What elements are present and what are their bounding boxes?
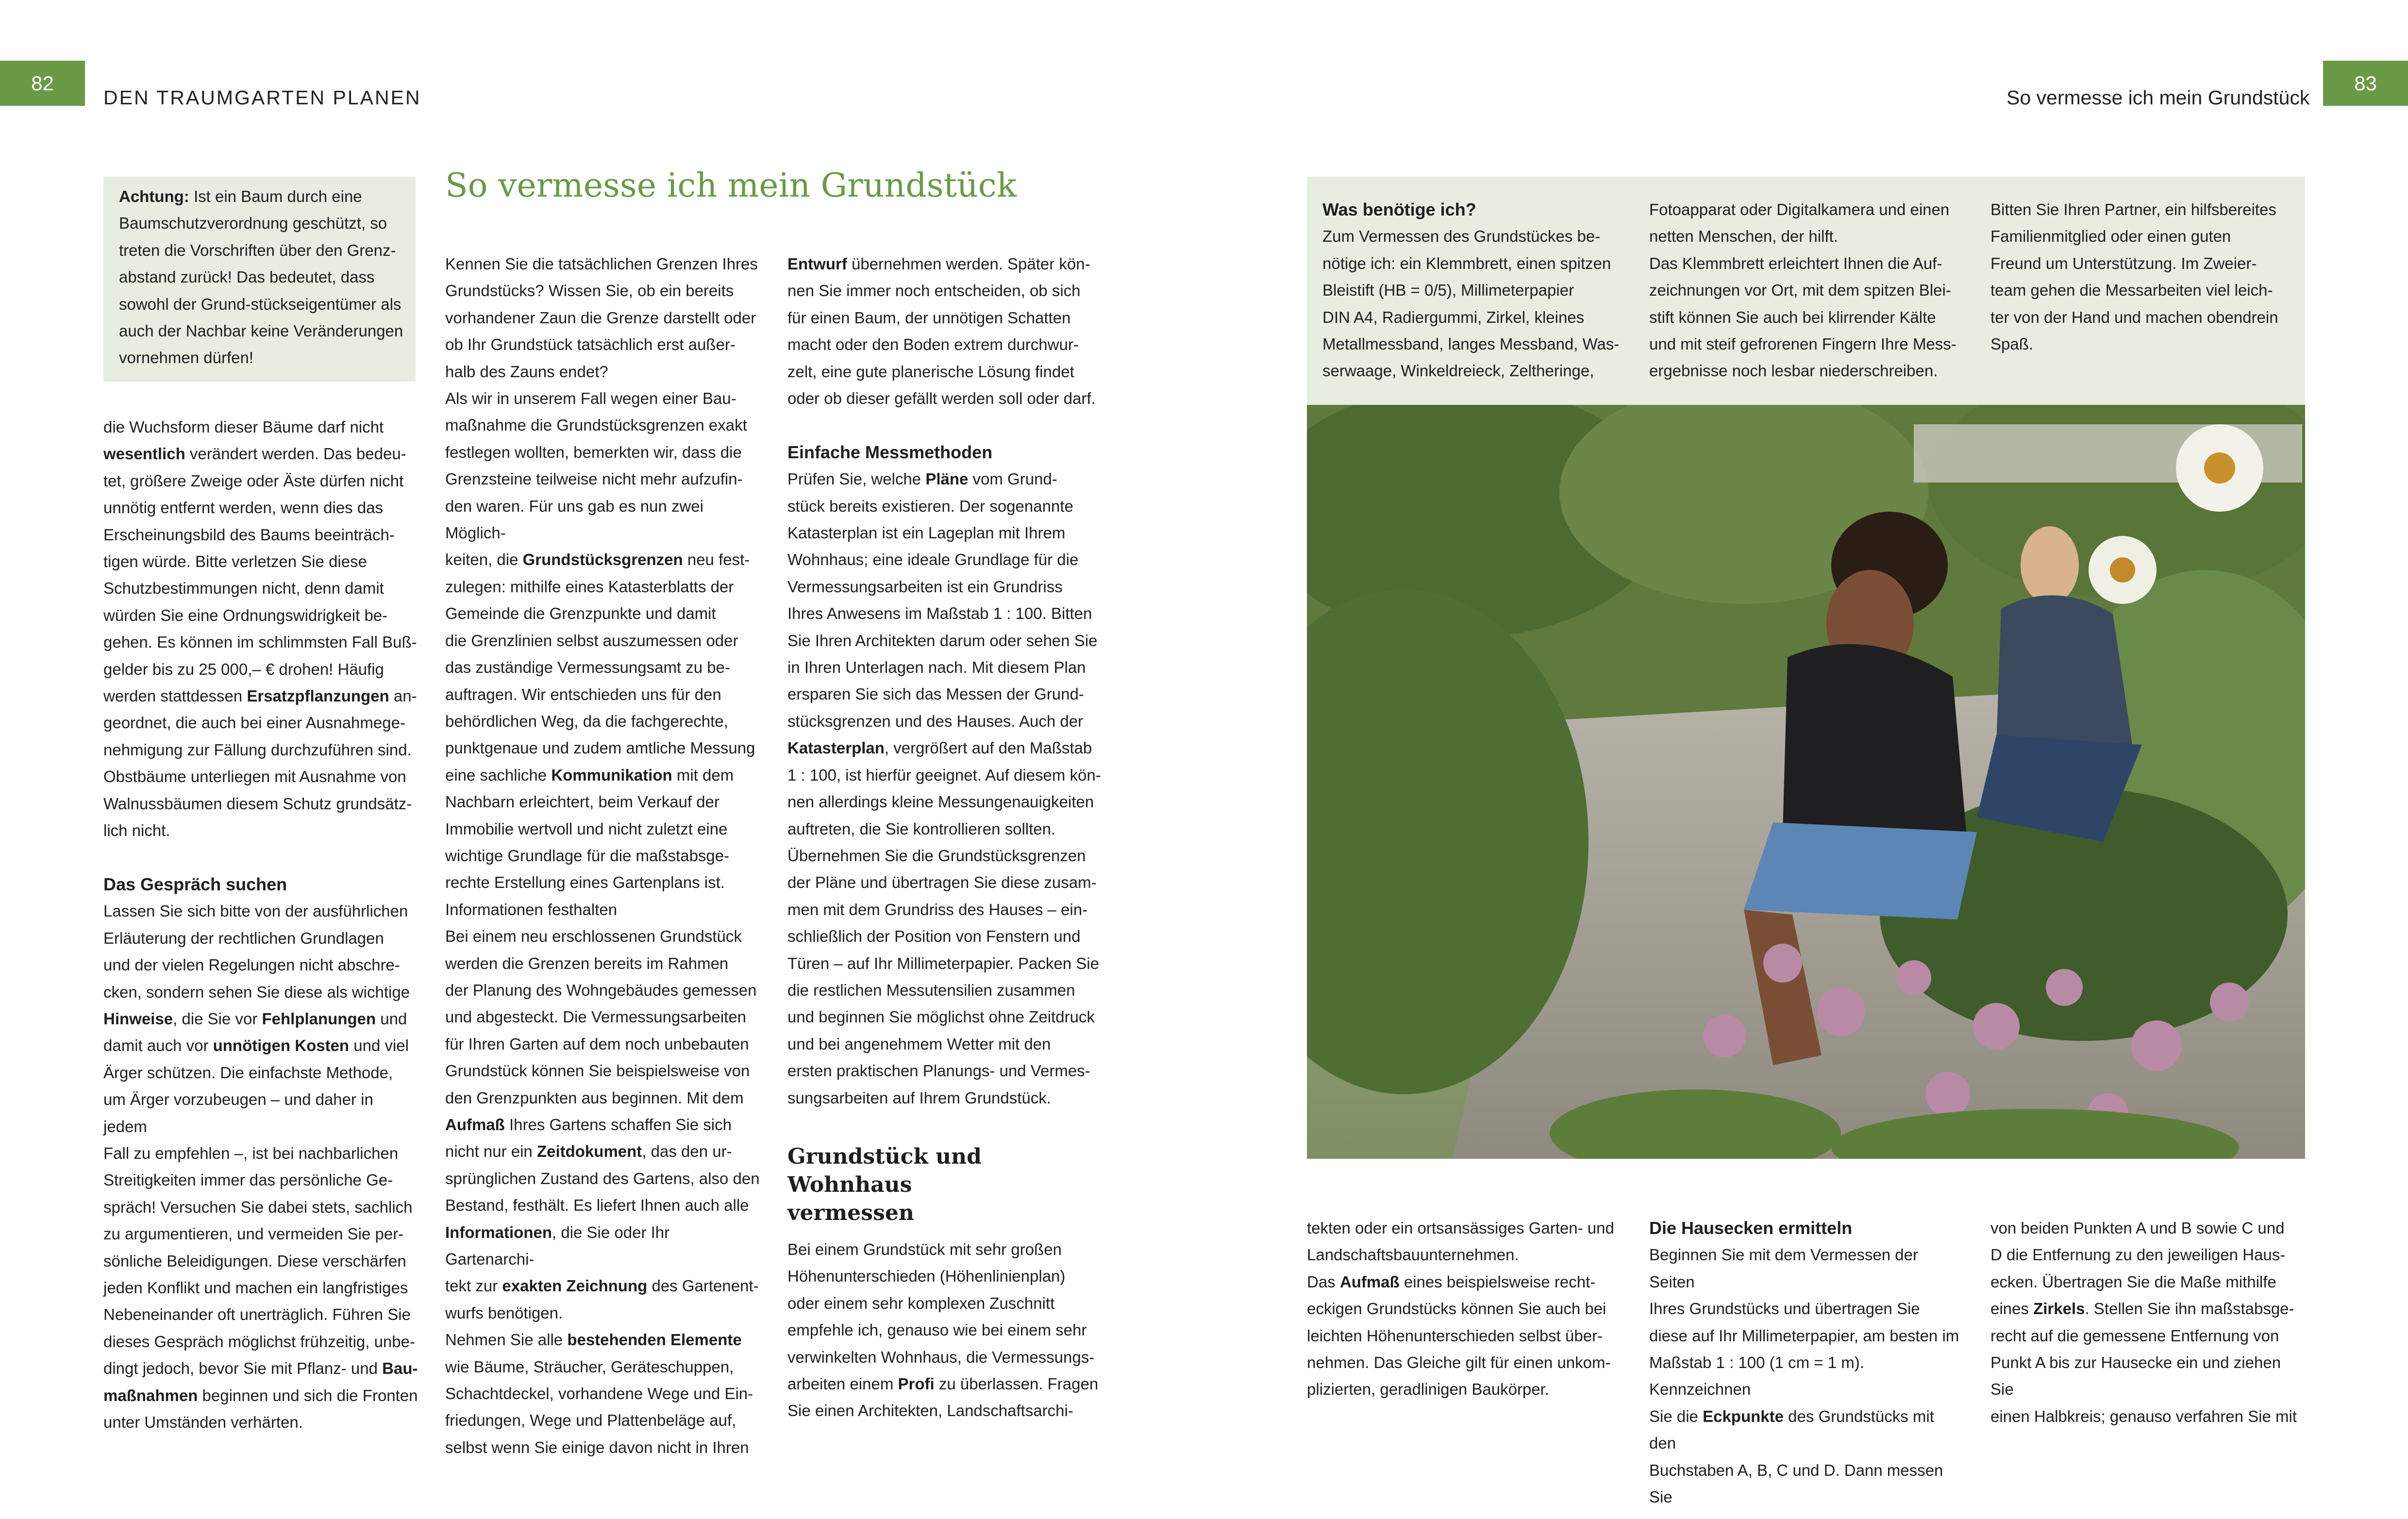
text-line: macht oder den Boden extrem durchwur- bbox=[787, 335, 1079, 354]
page-title: So vermesse ich mein Grundstück bbox=[445, 167, 1017, 205]
text-line: Streitigkeiten immer das persönliche Ge- bbox=[103, 1171, 393, 1189]
text-line: maßnahmen beginnen und sich die Fronten bbox=[103, 1386, 418, 1404]
text-line: Das Klemmbrett erleichtert Ihnen die Auf- bbox=[1649, 254, 1942, 272]
warning-line: treten die Vorschriften über den Grenz- bbox=[119, 241, 396, 259]
text-line: arbeiten einem Profi zu überlassen. Fragen bbox=[787, 1375, 1099, 1393]
text-line: Fall zu empfehlen –, ist bei nachbarlichen bbox=[103, 1144, 399, 1162]
text-line: Schutzbestimmungen nicht, denn damit bbox=[103, 579, 384, 598]
text-line: schließlich der Position von Fenstern und bbox=[787, 927, 1081, 946]
text-line: selbst wenn Sie einige davon nicht in Ihren bbox=[445, 1438, 749, 1456]
text-line: ecken. Übertragen Sie die Maße mithilfe bbox=[1990, 1272, 2276, 1291]
text-line: ter von der Hand und machen obendrein bbox=[1990, 308, 2278, 326]
text-line: Bestand, festhält. Es liefert Ihnen auch alle bbox=[445, 1196, 749, 1215]
text-line: Katasterplan ist ein Lageplan mit Ihrem bbox=[787, 524, 1066, 542]
warning-line: abstand zurück! Das bedeutet, dass bbox=[119, 268, 375, 286]
section-heading: Die Hausecken ermitteln bbox=[1649, 1218, 1853, 1238]
text-line: rechte Erstellung eines Gartenplans ist. bbox=[445, 873, 725, 892]
text-line: Übernehmen Sie die Grundstücksgrenzen bbox=[787, 846, 1086, 865]
text-line: ob Ihr Grundstück tatsächlich erst außer- bbox=[445, 335, 736, 354]
section-heading-serif: Grundstück und Wohnhaus bbox=[787, 1144, 982, 1197]
text-line: plizierten, geradlinigen Baukörper. bbox=[1307, 1380, 1549, 1399]
text-line: Sie einen Architekten, Landschaftsarchi- bbox=[787, 1402, 1073, 1420]
text-line: Höhenunterschieden (Höhenlinienplan) bbox=[787, 1267, 1066, 1285]
warning-line: sowohl der Grund-stückseigentümer als bbox=[119, 295, 401, 313]
column-6 bbox=[1990, 1215, 2306, 1430]
text-line: Bei einem neu erschlossenen Grundstück bbox=[445, 927, 742, 946]
text-line: und abgesteckt. Die Vermessungsarbeiten bbox=[445, 1008, 747, 1026]
text-line: festlegen wollten, bemerkten wir, dass die bbox=[445, 443, 742, 461]
text-line: der Pläne und übertragen Sie diese zusam- bbox=[787, 873, 1097, 892]
text-line: Kennen Sie die tatsächlichen Grenzen Ihres bbox=[445, 255, 758, 273]
text-line: Wohnhaus; eine ideale Grundlage für die bbox=[787, 551, 1079, 569]
text-line: Freund um Unterstützung. Im Zweier- bbox=[1990, 254, 2257, 272]
text-line: spräch! Versuchen Sie dabei stets, sachlich bbox=[103, 1198, 413, 1216]
text-line: nehmen. Das Gleiche gilt für einen unkom- bbox=[1307, 1353, 1611, 1372]
text-line: serwaage, Winkeldreieck, Zeltheringe, bbox=[1322, 362, 1594, 380]
text-line: geordnet, die auch bei einer Ausnahmege- bbox=[103, 714, 405, 732]
garden-photo-icon bbox=[1307, 405, 2305, 1159]
text-line: punktgenaue und zudem amtliche Messung bbox=[445, 739, 755, 757]
warning-line: Baumschutzverordnung geschützt, so bbox=[119, 214, 387, 233]
text-line: Bitten Sie Ihren Partner, ein hilfsbereites bbox=[1990, 200, 2276, 218]
text-line: in Ihren Unterlagen nach. Mit diesem Plan bbox=[787, 658, 1086, 677]
text-line: um Ärger vorzubeugen – und daher in jedem bbox=[103, 1090, 373, 1135]
text-line: gehen. Es können im schlimmsten Fall Buß- bbox=[103, 633, 417, 651]
text-line: Türen – auf Ihr Millimeterpapier. Packen Sie bbox=[787, 954, 1099, 972]
text-line: nen Sie immer noch entscheiden, ob sich bbox=[787, 282, 1081, 300]
text-line: gelder bis zu 25 000,– € drohen! Häufig bbox=[103, 660, 384, 678]
text-line: ergebnisse noch lesbar niederschreiben. bbox=[1649, 362, 1938, 380]
text-line: auftreten, die Sie kontrollieren sollten. bbox=[787, 819, 1056, 838]
text-line: DIN A4, Radiergummi, Zirkel, kleines bbox=[1322, 308, 1585, 326]
text-line: Familienmitglied oder einen guten bbox=[1990, 227, 2231, 246]
text-line: men mit dem Grundriss des Hauses – ein- bbox=[787, 900, 1088, 918]
text-line: unter Umständen verhärten. bbox=[103, 1413, 303, 1432]
text-line: Bei einem Grundstück mit sehr großen bbox=[787, 1240, 1062, 1258]
text-line: Zum Vermessen des Grundstückes be- bbox=[1322, 227, 1601, 246]
text-line: den waren. Für uns gab es nun zwei Möglich- bbox=[445, 497, 703, 542]
text-line: Nachbarn erleichtert, beim Verkauf der bbox=[445, 793, 719, 811]
text-line: nen allerdings kleine Messungenauigkeiten bbox=[787, 793, 1094, 811]
column-2 bbox=[445, 250, 761, 1461]
text-line: Punkt A bis zur Hausecke ein und ziehen Sie bbox=[1990, 1353, 2281, 1399]
text-line: sungsarbeiten auf Ihrem Grundstück. bbox=[787, 1088, 1051, 1107]
text-line: Metallmessband, langes Messband, Was- bbox=[1322, 335, 1620, 353]
info-box-column-2 bbox=[1649, 196, 1965, 384]
text-line: unnötig entfernt werden, wenn dies das bbox=[103, 499, 384, 517]
text-line: und bei angenehmem Wetter mit den bbox=[787, 1035, 1051, 1053]
text-line: oder einem sehr komplexen Zuschnitt bbox=[787, 1294, 1055, 1312]
text-line: wesentlich verändert werden. Das bedeu- bbox=[103, 445, 406, 463]
text-line: vorhandener Zaun die Grenze darstellt oder bbox=[445, 308, 756, 327]
text-line: stücksgrenzen und des Hauses. Auch der bbox=[787, 712, 1084, 730]
text-line: halb des Zauns endet? bbox=[445, 362, 608, 381]
text-line: Bleistift (HB = 0/5), Millimeterpapier bbox=[1322, 281, 1574, 300]
text-line: Grundstück können Sie beispielsweise von bbox=[445, 1062, 750, 1080]
warning-label: Achtung: bbox=[119, 187, 189, 205]
text-line: Nebeneinander oft unerträglich. Führen Sie bbox=[103, 1305, 411, 1324]
text-line: team gehen die Messarbeiten viel leich- bbox=[1990, 281, 2273, 300]
text-line: cken, sondern sehen Sie diese als wichtige bbox=[103, 983, 410, 1001]
text-line: Katasterplan, vergrößert auf den Maßstab bbox=[787, 739, 1092, 757]
text-line: Ihres Anwesens im Maßstab 1 : 100. Bitten bbox=[787, 604, 1092, 623]
info-box-heading: Was benötige ich? bbox=[1322, 200, 1476, 219]
text-line: behördlichen Weg, da die fachgerechte, bbox=[445, 712, 728, 730]
text-line: Informationen festhalten bbox=[445, 900, 618, 918]
section-heading-serif: vermessen bbox=[787, 1200, 914, 1225]
text-line: Gemeinde die Grenzpunkte und damit bbox=[445, 604, 716, 623]
text-line: jeden Konflikt und machen ein langfristiges bbox=[103, 1278, 408, 1297]
text-line: oder ob dieser gefällt werden soll oder darf. bbox=[787, 389, 1096, 408]
info-box-column-3 bbox=[1990, 196, 2301, 357]
left-running-head: DEN TRAUMGARTEN PLANEN bbox=[103, 86, 421, 109]
text-line: Obstbäume unterliegen mit Ausnahme von bbox=[103, 768, 406, 786]
text-line: Lassen Sie sich bitte von der ausführlichen bbox=[103, 902, 408, 920]
text-line: dieses Gespräch möglichst frühzeitig, unbe- bbox=[103, 1332, 415, 1351]
text-line: für Ihren Garten auf dem noch unbebauten bbox=[445, 1035, 749, 1053]
text-line: von beiden Punkten A und B sowie C und bbox=[1990, 1219, 2285, 1237]
info-box-column-1 bbox=[1322, 196, 1638, 384]
text-line: netten Menschen, der hilft. bbox=[1649, 227, 1838, 246]
text-line: Erscheinungsbild des Baums beeinträch- bbox=[103, 525, 395, 544]
text-line: verwinkelten Wohnhaus, die Vermessungs- bbox=[787, 1348, 1095, 1366]
text-line: dingt jedoch, bevor Sie mit Pflanz- und Bau- bbox=[103, 1359, 418, 1378]
warning-line: auch der Nachbar keine Veränderungen bbox=[119, 322, 403, 340]
text-line: Nehmen Sie alle bestehenden Elemente bbox=[445, 1331, 742, 1349]
text-line: tet, größere Zweige oder Äste dürfen nicht bbox=[103, 471, 404, 490]
text-line: ersten praktischen Planungs- und Vermes- bbox=[787, 1062, 1090, 1080]
column-1 bbox=[103, 414, 419, 1436]
text-line: sönliche Beleidigungen. Diese verschärfen bbox=[103, 1252, 406, 1270]
text-line: 1 : 100, ist hierfür geeignet. Auf diesem kön- bbox=[787, 766, 1101, 784]
text-line: tigen würde. Bitte verletzen Sie diese bbox=[103, 552, 367, 571]
text-line: ersparen Sie sich das Messen der Grund- bbox=[787, 685, 1084, 703]
text-line: leichten Höhenunterschieden selbst über- bbox=[1307, 1326, 1603, 1345]
text-line: und mit steif gefrorenen Fingern Ihre Mess- bbox=[1649, 335, 1956, 353]
text-line: die restlichen Messutensilien zusammen bbox=[787, 981, 1075, 999]
text-line: Fotoapparat oder Digitalkamera und einen bbox=[1649, 200, 1950, 218]
text-line: werden die Grenzen bereits im Rahmen bbox=[445, 954, 729, 972]
text-line: Aufmaß Ihres Gartens schaffen Sie sich bbox=[445, 1116, 732, 1134]
text-line: und beginnen Sie möglichst ohne Zeitdruck bbox=[787, 1008, 1095, 1026]
text-line: Vermessungsarbeiten ist ein Grundriss bbox=[787, 577, 1063, 596]
text-line: maßnahme die Grundstücksgrenzen exakt bbox=[445, 416, 747, 434]
text-line: friedungen, Wege und Plattenbeläge auf, bbox=[445, 1411, 736, 1430]
text-line: Hinweise, die Sie vor Fehlplanungen und bbox=[103, 1009, 407, 1028]
text-line: stück bereits existieren. Der sogenannte bbox=[787, 497, 1073, 515]
text-line: zu argumentieren, und vermeiden Sie per- bbox=[103, 1225, 404, 1243]
text-line: Ärger schützen. Die einfachste Methode, bbox=[103, 1063, 393, 1082]
text-line: Buchstaben A, B, C und D. Dann messen Sie bbox=[1649, 1461, 1943, 1506]
text-line: keiten, die Grundstücksgrenzen neu fest- bbox=[445, 551, 750, 569]
text-line: Landschaftsbauunternehmen. bbox=[1307, 1246, 1519, 1264]
text-line: Beginnen Sie mit dem Vermessen der Seiten bbox=[1649, 1246, 1918, 1291]
text-line: Schachtdeckel, vorhandene Wege und Ein- bbox=[445, 1385, 753, 1403]
text-line: Als wir in unserem Fall wegen einer Bau- bbox=[445, 389, 736, 408]
text-line: Erläuterung der rechtlichen Grundlagen bbox=[103, 929, 384, 947]
text-line: diese auf Ihr Millimeterpapier, am besten im bbox=[1649, 1326, 1959, 1345]
text-line: Ihres Grundstücks und übertragen Sie bbox=[1649, 1300, 1920, 1318]
text-line: nötige ich: ein Klemmbrett, einen spitzen bbox=[1322, 254, 1611, 272]
column-3 bbox=[787, 250, 1103, 1424]
text-line: wie Bäume, Sträucher, Geräteschuppen, bbox=[445, 1357, 734, 1376]
left-page-number: 82 bbox=[0, 61, 85, 106]
text-line: Prüfen Sie, welche Pläne vom Grund- bbox=[787, 470, 1057, 488]
warning-box-text bbox=[119, 183, 410, 371]
text-line: würden Sie eine Ordnungswidrigkeit be- bbox=[103, 606, 388, 624]
text-line: eckigen Grundstücks können Sie auch bei bbox=[1307, 1300, 1606, 1318]
text-line: Spaß. bbox=[1990, 335, 2034, 353]
text-line: werden stattdessen Ersatzpflanzungen an- bbox=[103, 687, 417, 705]
right-running-head: So vermesse ich mein Grundstück bbox=[2007, 86, 2310, 109]
text-line: wichtige Grundlage für die maßstabsge- bbox=[445, 846, 730, 865]
column-4 bbox=[1307, 1215, 1622, 1403]
text-line: Sie Ihren Architekten darum oder sehen Sie bbox=[787, 631, 1098, 650]
text-line: Grundstücks? Wissen Sie, ob ein bereits bbox=[445, 282, 734, 300]
right-page-number: 83 bbox=[2323, 61, 2408, 106]
section-heading: Einfache Messmethoden bbox=[787, 442, 993, 462]
text-line: Immobilie wertvoll und nicht zuletzt eine bbox=[445, 819, 728, 838]
text-line: zeichnungen vor Ort, mit dem spitzen Blei- bbox=[1649, 281, 1951, 300]
text-line: zelt, eine gute planerische Lösung findet bbox=[787, 362, 1074, 381]
warning-line: vornehmen dürfen! bbox=[119, 349, 254, 367]
warning-line: Ist ein Baum durch eine bbox=[189, 187, 362, 205]
text-line: Grenzsteine teilweise nicht mehr aufzufin- bbox=[445, 470, 743, 488]
text-line: recht auf die gemessene Entfernung von bbox=[1990, 1326, 2279, 1345]
text-line: empfehle ich, genauso wie bei einem sehr bbox=[787, 1321, 1087, 1339]
text-line: eines Zirkels. Stellen Sie ihn maßstabsge- bbox=[1990, 1300, 2294, 1318]
text-line: Informationen, die Sie oder Ihr Gartenarchi- bbox=[445, 1223, 670, 1269]
text-line: nehmigung zur Fällung durchzuführen sind. bbox=[103, 740, 412, 759]
text-line: der Planung des Wohngebäudes gemessen bbox=[445, 981, 757, 999]
text-line: damit auch vor unnötigen Kosten und viel bbox=[103, 1036, 409, 1055]
text-line: tekten oder ein ortsansässiges Garten- und bbox=[1307, 1219, 1614, 1237]
text-line: einen Halbkreis; genauso verfahren Sie mit bbox=[1990, 1407, 2297, 1425]
text-line: Sie die Eckpunkte des Grundstücks mit den bbox=[1649, 1407, 1934, 1452]
text-line: stift können Sie auch bei klirrender Kälte bbox=[1649, 308, 1936, 326]
column-5 bbox=[1649, 1215, 1965, 1510]
text-line: Entwurf übernehmen werden. Später kön- bbox=[787, 255, 1090, 273]
text-line: sprünglichen Zustand des Gartens, also den bbox=[445, 1169, 760, 1187]
text-line: das zuständige Vermessungsamt zu be- bbox=[445, 658, 730, 677]
text-line: tekt zur exakten Zeichnung des Gartenent- bbox=[445, 1277, 759, 1295]
text-line: die Grenzlinien selbst auszumessen oder bbox=[445, 631, 738, 650]
text-line: für einen Baum, der unnötigen Schatten bbox=[787, 308, 1071, 327]
text-line: nicht nur ein Zeitdokument, das den ur- bbox=[445, 1142, 732, 1161]
text-line: Das Aufmaß eines beispielsweise recht- bbox=[1307, 1272, 1596, 1291]
text-line: die Wuchsform dieser Bäume darf nicht bbox=[103, 418, 384, 436]
text-line: wurfs benötigen. bbox=[445, 1303, 563, 1322]
text-line: zulegen: mithilfe eines Katasterblatts der bbox=[445, 577, 734, 596]
text-line: Maßstab 1 : 100 (1 cm = 1 m). Kennzeichnen bbox=[1649, 1353, 1864, 1399]
text-line: und der vielen Regelungen nicht abschre- bbox=[103, 956, 400, 974]
section-heading: Das Gespräch suchen bbox=[103, 874, 287, 894]
text-line: lich nicht. bbox=[103, 821, 170, 840]
text-line: auftragen. Wir entschieden uns für den bbox=[445, 685, 721, 703]
text-line: Walnussbäumen diesem Schutz grundsätz- bbox=[103, 794, 412, 813]
text-line: den Grenzpunkten aus beginnen. Mit dem bbox=[445, 1088, 744, 1107]
text-line: D die Entfernung zu den jeweiligen Haus- bbox=[1990, 1246, 2286, 1264]
text-line: eine sachliche Kommunikation mit dem bbox=[445, 766, 734, 784]
